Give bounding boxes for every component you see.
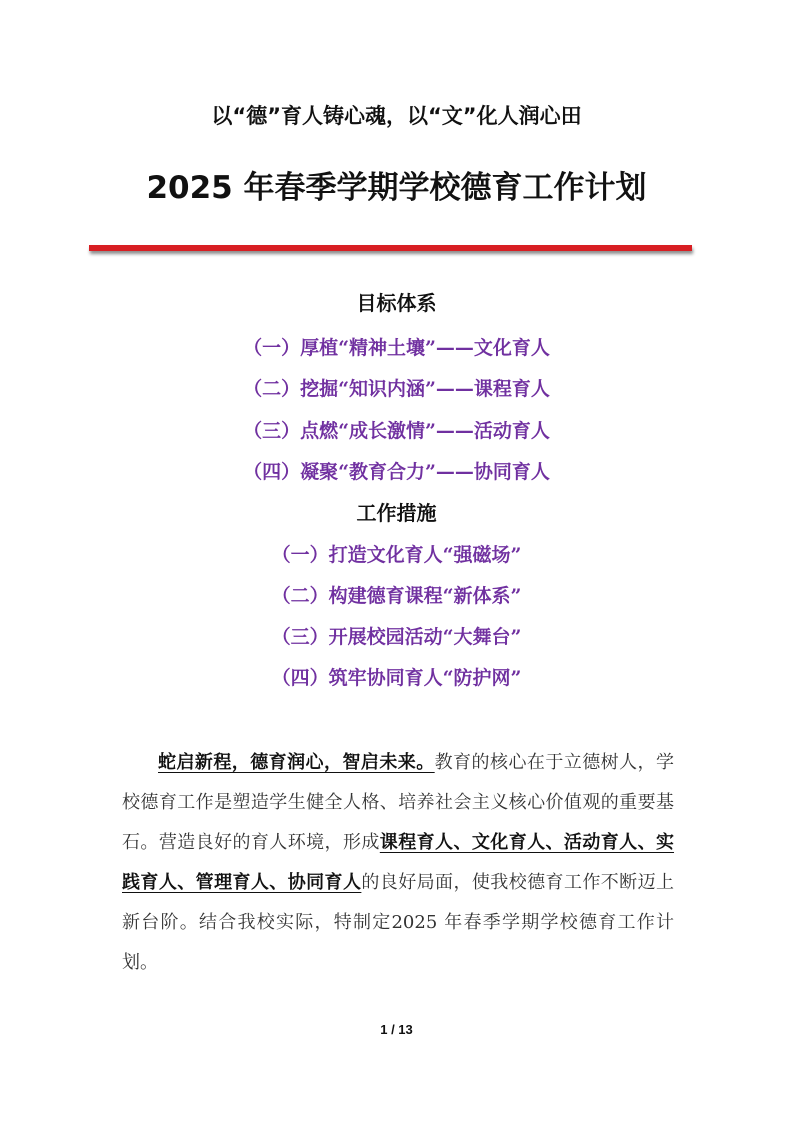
document-subtitle: 以“德”育人铸心魂，以“文”化人润心田 — [211, 104, 582, 128]
intro-paragraph — [122, 743, 674, 983]
goal-item: （四）凝聚“教育合力”——协同育人 — [243, 461, 550, 483]
document-title: 2025 年春季学期学校德育工作计划 — [146, 170, 647, 206]
measures-heading: 工作措施 — [356, 501, 437, 525]
measure-item: （一）打造文化育人“强磁场” — [271, 544, 522, 566]
intro-highlight: 课程育人、文化育人、活动育人、实践育人、管理育人、协同育人 — [122, 832, 675, 893]
goal-item: （三）点燃“成长激情”——活动育人 — [243, 420, 550, 442]
measure-item: （三）开展校园活动“大舞台” — [271, 626, 522, 648]
intro-text-2: 的良好局面，使我校德育工作不断迈上新台阶。结合我校实际，特制定2025 年春季学期学校德育工作计划。 — [122, 872, 675, 973]
red-divider — [89, 245, 692, 251]
goal-item: （二）挖掘“知识内涵”——课程育人 — [243, 378, 550, 400]
goal-item: （一）厚植“精神土壤”——文化育人 — [243, 337, 550, 359]
goals-heading: 目标体系 — [356, 291, 437, 315]
intro-text-1: 教育的核心在于立德树人，学校德育工作是塑造学生健全人格、培养社会主义核心价值观的重要基石。营造良好的育人环境，形成 — [122, 752, 675, 853]
intro-lead: 蛇启新程，德育润心，智启未来。 — [158, 752, 435, 773]
measure-item: （四）筑牢协同育人“防护网” — [271, 667, 522, 689]
measure-item: （二）构建德育课程“新体系” — [271, 585, 522, 607]
page-number: 1 / 13 — [380, 1022, 413, 1037]
